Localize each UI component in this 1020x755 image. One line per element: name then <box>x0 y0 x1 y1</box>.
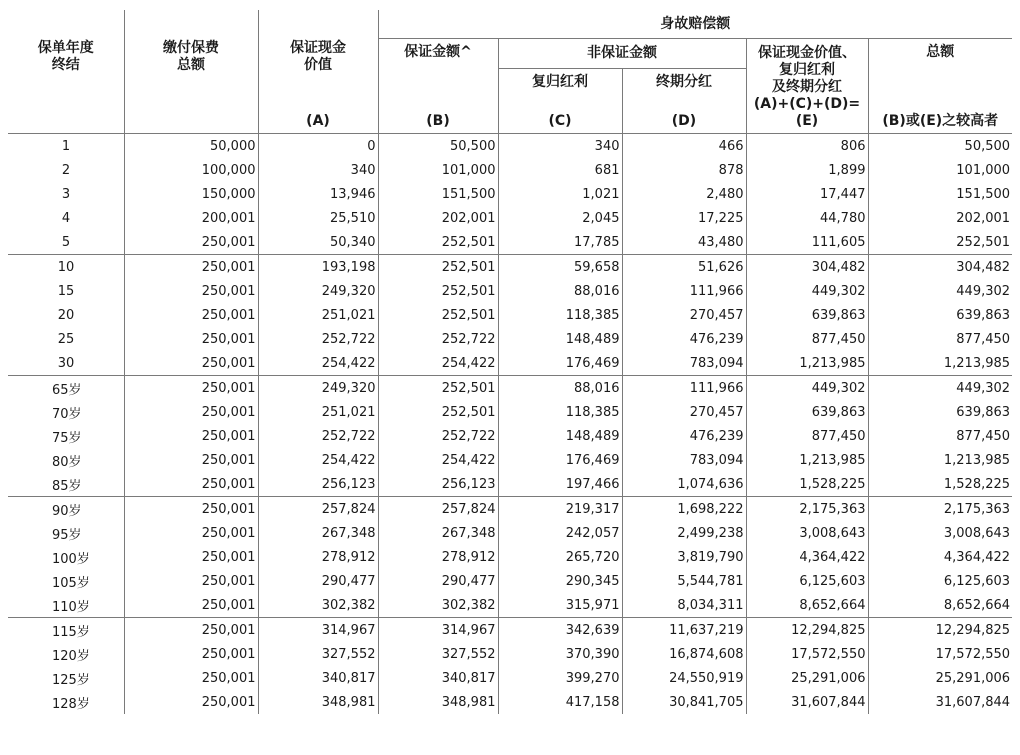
cell-policy-year <box>8 134 124 159</box>
cell-guaranteed-amount: 252,722 <box>378 327 498 351</box>
benefit-illustration-table <box>8 10 1012 714</box>
cell-guaranteed-amount: 257,824 <box>378 497 498 522</box>
cell-gcv-rb-td: 4,364,422 <box>746 545 868 569</box>
cell-policy-year <box>8 642 124 666</box>
policy-year-label: 115岁 <box>52 624 90 640</box>
cell-total-premium: 250,001 <box>124 376 258 401</box>
header-guaranteed-amount: 保证金额^ <box>378 39 498 97</box>
table-row <box>8 255 1012 280</box>
cell-total-premium: 250,001 <box>124 424 258 448</box>
cell-policy-year <box>8 569 124 593</box>
cell-guaranteed-amount: 254,422 <box>378 351 498 376</box>
cell-reversionary-bonus: 370,390 <box>498 642 622 666</box>
cell-total-premium: 250,001 <box>124 255 258 280</box>
cell-reversionary-bonus: 176,469 <box>498 448 622 472</box>
cell-total: 304,482 <box>868 255 1012 280</box>
header-letter-c: (C) <box>498 96 622 134</box>
cell-total-premium: 150,000 <box>124 182 258 206</box>
cell-total: 17,572,550 <box>868 642 1012 666</box>
cell-guaranteed-amount: 340,817 <box>378 666 498 690</box>
cell-guaranteed-amount: 252,501 <box>378 400 498 424</box>
cell-gcv-rb-td: 639,863 <box>746 303 868 327</box>
cell-terminal-dividend: 11,637,219 <box>622 618 746 643</box>
cell-reversionary-bonus: 148,489 <box>498 424 622 448</box>
cell-guaranteed-amount: 252,722 <box>378 424 498 448</box>
cell-guaranteed-amount: 252,501 <box>378 279 498 303</box>
cell-total-premium: 250,001 <box>124 279 258 303</box>
cell-policy-year <box>8 206 124 230</box>
cell-terminal-dividend: 24,550,919 <box>622 666 746 690</box>
cell-total-premium: 250,001 <box>124 351 258 376</box>
cell-gcv-rb-td: 304,482 <box>746 255 868 280</box>
cell-terminal-dividend: 111,966 <box>622 279 746 303</box>
cell-total: 1,213,985 <box>868 351 1012 376</box>
cell-guaranteed-amount: 202,001 <box>378 206 498 230</box>
cell-gcv-rb-td: 877,450 <box>746 327 868 351</box>
cell-total: 449,302 <box>868 279 1012 303</box>
policy-year-label: 25 <box>57 331 75 347</box>
table-body <box>8 134 1012 715</box>
cell-gcv-rb-td: 17,572,550 <box>746 642 868 666</box>
cell-terminal-dividend: 783,094 <box>622 448 746 472</box>
table-row <box>8 521 1012 545</box>
header-terminal-dividend: 终期分红 <box>622 69 746 96</box>
policy-year-label: 2 <box>61 162 71 178</box>
cell-terminal-dividend: 5,544,781 <box>622 569 746 593</box>
cell-total-premium: 250,001 <box>124 593 258 618</box>
cell-reversionary-bonus: 88,016 <box>498 279 622 303</box>
header-gcv-rb-td: 保证现金价值、 复归红利 及终期分红 <box>746 39 868 97</box>
cell-guaranteed-cash-value: 251,021 <box>258 303 378 327</box>
cell-terminal-dividend: 111,966 <box>622 376 746 401</box>
cell-policy-year <box>8 182 124 206</box>
cell-reversionary-bonus: 2,045 <box>498 206 622 230</box>
cell-guaranteed-amount: 314,967 <box>378 618 498 643</box>
header-reversionary-bonus: 复归红利 <box>498 69 622 96</box>
cell-reversionary-bonus: 88,016 <box>498 376 622 401</box>
policy-year-label: 110岁 <box>52 599 90 615</box>
cell-policy-year <box>8 400 124 424</box>
cell-total: 4,364,422 <box>868 545 1012 569</box>
cell-guaranteed-amount: 256,123 <box>378 472 498 497</box>
cell-total-premium: 250,001 <box>124 666 258 690</box>
table-row <box>8 158 1012 182</box>
cell-gcv-rb-td: 8,652,664 <box>746 593 868 618</box>
cell-total: 3,008,643 <box>868 521 1012 545</box>
cell-reversionary-bonus: 118,385 <box>498 303 622 327</box>
cell-terminal-dividend: 51,626 <box>622 255 746 280</box>
cell-terminal-dividend: 8,034,311 <box>622 593 746 618</box>
cell-reversionary-bonus: 315,971 <box>498 593 622 618</box>
cell-total-premium: 250,001 <box>124 448 258 472</box>
cell-reversionary-bonus: 148,489 <box>498 327 622 351</box>
cell-terminal-dividend: 783,094 <box>622 351 746 376</box>
table-row <box>8 593 1012 618</box>
policy-year-label: 70岁 <box>52 406 82 422</box>
cell-total: 877,450 <box>868 327 1012 351</box>
cell-gcv-rb-td: 17,447 <box>746 182 868 206</box>
cell-guaranteed-cash-value: 0 <box>258 134 378 159</box>
cell-policy-year <box>8 593 124 618</box>
cell-total: 1,528,225 <box>868 472 1012 497</box>
table-row <box>8 230 1012 255</box>
cell-guaranteed-amount: 327,552 <box>378 642 498 666</box>
cell-guaranteed-cash-value: 50,340 <box>258 230 378 255</box>
table-row <box>8 497 1012 522</box>
cell-guaranteed-amount: 151,500 <box>378 182 498 206</box>
cell-guaranteed-amount: 267,348 <box>378 521 498 545</box>
cell-reversionary-bonus: 176,469 <box>498 351 622 376</box>
cell-guaranteed-amount: 290,477 <box>378 569 498 593</box>
cell-terminal-dividend: 2,480 <box>622 182 746 206</box>
cell-policy-year <box>8 545 124 569</box>
table-row <box>8 569 1012 593</box>
cell-total: 25,291,006 <box>868 666 1012 690</box>
cell-reversionary-bonus: 219,317 <box>498 497 622 522</box>
cell-gcv-rb-td: 806 <box>746 134 868 159</box>
header-letter-d: (D) <box>622 96 746 134</box>
cell-gcv-rb-td: 877,450 <box>746 424 868 448</box>
table-row <box>8 472 1012 497</box>
policy-year-label: 4 <box>61 210 71 226</box>
cell-total: 1,213,985 <box>868 448 1012 472</box>
cell-gcv-rb-td: 44,780 <box>746 206 868 230</box>
cell-policy-year <box>8 351 124 376</box>
cell-guaranteed-cash-value: 252,722 <box>258 327 378 351</box>
cell-reversionary-bonus: 399,270 <box>498 666 622 690</box>
cell-total-premium: 250,001 <box>124 690 258 714</box>
policy-year-label: 125岁 <box>52 672 90 688</box>
table-header <box>8 10 1012 134</box>
cell-total-premium: 250,001 <box>124 642 258 666</box>
table-row <box>8 376 1012 401</box>
cell-policy-year <box>8 158 124 182</box>
header-letter-total: (B)或(E)之较高者 <box>868 96 1012 134</box>
cell-policy-year <box>8 690 124 714</box>
header-letter-a: (A) <box>258 96 378 134</box>
cell-guaranteed-amount: 302,382 <box>378 593 498 618</box>
cell-total: 639,863 <box>868 400 1012 424</box>
cell-total-premium: 250,001 <box>124 521 258 545</box>
cell-policy-year <box>8 279 124 303</box>
cell-guaranteed-cash-value: 254,422 <box>258 448 378 472</box>
cell-guaranteed-amount: 348,981 <box>378 690 498 714</box>
cell-total-premium: 250,001 <box>124 400 258 424</box>
cell-total: 101,000 <box>868 158 1012 182</box>
policy-year-label: 10 <box>57 259 75 275</box>
cell-guaranteed-amount: 252,501 <box>378 255 498 280</box>
policy-year-label: 85岁 <box>52 478 82 494</box>
policy-year-label: 5 <box>61 234 71 250</box>
table-row <box>8 690 1012 714</box>
cell-policy-year <box>8 666 124 690</box>
policy-year-label: 15 <box>57 283 75 299</box>
table-row <box>8 666 1012 690</box>
cell-guaranteed-amount: 252,501 <box>378 303 498 327</box>
cell-guaranteed-amount: 252,501 <box>378 230 498 255</box>
cell-policy-year <box>8 521 124 545</box>
table-row <box>8 327 1012 351</box>
cell-gcv-rb-td: 25,291,006 <box>746 666 868 690</box>
cell-guaranteed-amount: 278,912 <box>378 545 498 569</box>
cell-guaranteed-cash-value: 249,320 <box>258 376 378 401</box>
cell-terminal-dividend: 1,074,636 <box>622 472 746 497</box>
cell-gcv-rb-td: 1,528,225 <box>746 472 868 497</box>
cell-guaranteed-cash-value: 257,824 <box>258 497 378 522</box>
cell-guaranteed-cash-value: 249,320 <box>258 279 378 303</box>
cell-guaranteed-cash-value: 193,198 <box>258 255 378 280</box>
cell-guaranteed-cash-value: 340,817 <box>258 666 378 690</box>
cell-policy-year <box>8 255 124 280</box>
cell-reversionary-bonus: 118,385 <box>498 400 622 424</box>
cell-terminal-dividend: 270,457 <box>622 303 746 327</box>
cell-total-premium: 250,001 <box>124 497 258 522</box>
table-row <box>8 448 1012 472</box>
cell-total-premium: 100,000 <box>124 158 258 182</box>
cell-gcv-rb-td: 3,008,643 <box>746 521 868 545</box>
cell-total: 449,302 <box>868 376 1012 401</box>
table-row <box>8 400 1012 424</box>
cell-guaranteed-cash-value: 327,552 <box>258 642 378 666</box>
header-total: 总额 <box>868 39 1012 97</box>
header-letter-e: (A)+(C)+(D)=(E) <box>746 96 868 134</box>
table-row <box>8 206 1012 230</box>
cell-reversionary-bonus: 265,720 <box>498 545 622 569</box>
cell-gcv-rb-td: 449,302 <box>746 376 868 401</box>
table-row <box>8 545 1012 569</box>
cell-policy-year <box>8 497 124 522</box>
table-row <box>8 424 1012 448</box>
cell-guaranteed-cash-value: 278,912 <box>258 545 378 569</box>
header-policy-year: 保单年度 终结 <box>8 10 124 96</box>
cell-total-premium: 250,001 <box>124 230 258 255</box>
cell-reversionary-bonus: 242,057 <box>498 521 622 545</box>
cell-total: 877,450 <box>868 424 1012 448</box>
cell-total: 31,607,844 <box>868 690 1012 714</box>
cell-gcv-rb-td: 1,213,985 <box>746 351 868 376</box>
cell-terminal-dividend: 3,819,790 <box>622 545 746 569</box>
cell-terminal-dividend: 476,239 <box>622 424 746 448</box>
cell-reversionary-bonus: 1,021 <box>498 182 622 206</box>
cell-reversionary-bonus: 17,785 <box>498 230 622 255</box>
cell-policy-year <box>8 618 124 643</box>
cell-total: 2,175,363 <box>868 497 1012 522</box>
policy-year-label: 1 <box>61 138 71 154</box>
cell-terminal-dividend: 16,874,608 <box>622 642 746 666</box>
cell-reversionary-bonus: 681 <box>498 158 622 182</box>
policy-year-label: 128岁 <box>52 696 90 712</box>
table-row <box>8 618 1012 643</box>
header-total-premium: 缴付保费 总额 <box>124 10 258 96</box>
cell-terminal-dividend: 17,225 <box>622 206 746 230</box>
cell-total-premium: 250,001 <box>124 303 258 327</box>
cell-policy-year <box>8 303 124 327</box>
cell-reversionary-bonus: 342,639 <box>498 618 622 643</box>
cell-gcv-rb-td: 111,605 <box>746 230 868 255</box>
cell-terminal-dividend: 2,499,238 <box>622 521 746 545</box>
policy-year-label: 90岁 <box>52 503 82 519</box>
cell-terminal-dividend: 466 <box>622 134 746 159</box>
cell-total-premium: 200,001 <box>124 206 258 230</box>
cell-total: 6,125,603 <box>868 569 1012 593</box>
cell-gcv-rb-td: 6,125,603 <box>746 569 868 593</box>
cell-total: 8,652,664 <box>868 593 1012 618</box>
cell-guaranteed-cash-value: 290,477 <box>258 569 378 593</box>
cell-total: 639,863 <box>868 303 1012 327</box>
cell-guaranteed-cash-value: 251,021 <box>258 400 378 424</box>
policy-year-label: 105岁 <box>52 575 90 591</box>
cell-total-premium: 250,001 <box>124 569 258 593</box>
cell-guaranteed-cash-value: 302,382 <box>258 593 378 618</box>
table-row <box>8 182 1012 206</box>
policy-year-label: 3 <box>61 186 71 202</box>
cell-terminal-dividend: 1,698,222 <box>622 497 746 522</box>
policy-year-label: 80岁 <box>52 454 82 470</box>
cell-total: 12,294,825 <box>868 618 1012 643</box>
cell-policy-year <box>8 472 124 497</box>
policy-year-label: 20 <box>57 307 75 323</box>
cell-total: 252,501 <box>868 230 1012 255</box>
header-blank-year <box>8 96 124 134</box>
cell-terminal-dividend: 43,480 <box>622 230 746 255</box>
cell-guaranteed-cash-value: 252,722 <box>258 424 378 448</box>
cell-gcv-rb-td: 2,175,363 <box>746 497 868 522</box>
cell-guaranteed-amount: 101,000 <box>378 158 498 182</box>
policy-year-label: 100岁 <box>52 551 90 567</box>
cell-total: 50,500 <box>868 134 1012 159</box>
policy-year-label: 75岁 <box>52 430 82 446</box>
header-guaranteed-cash-value: 保证现金 价值 <box>258 10 378 96</box>
table-row <box>8 642 1012 666</box>
cell-guaranteed-amount: 254,422 <box>378 448 498 472</box>
cell-reversionary-bonus: 340 <box>498 134 622 159</box>
cell-guaranteed-cash-value: 25,510 <box>258 206 378 230</box>
cell-policy-year <box>8 448 124 472</box>
cell-reversionary-bonus: 290,345 <box>498 569 622 593</box>
policy-year-label: 120岁 <box>52 648 90 664</box>
cell-guaranteed-cash-value: 314,967 <box>258 618 378 643</box>
cell-total-premium: 50,000 <box>124 134 258 159</box>
policy-year-label: 30 <box>57 355 75 371</box>
cell-gcv-rb-td: 1,899 <box>746 158 868 182</box>
cell-guaranteed-cash-value: 256,123 <box>258 472 378 497</box>
cell-total-premium: 250,001 <box>124 472 258 497</box>
cell-guaranteed-cash-value: 254,422 <box>258 351 378 376</box>
cell-gcv-rb-td: 12,294,825 <box>746 618 868 643</box>
cell-reversionary-bonus: 59,658 <box>498 255 622 280</box>
cell-total: 151,500 <box>868 182 1012 206</box>
table-row <box>8 303 1012 327</box>
cell-gcv-rb-td: 449,302 <box>746 279 868 303</box>
cell-policy-year <box>8 327 124 351</box>
cell-policy-year <box>8 376 124 401</box>
cell-total-premium: 250,001 <box>124 327 258 351</box>
cell-guaranteed-cash-value: 267,348 <box>258 521 378 545</box>
cell-terminal-dividend: 270,457 <box>622 400 746 424</box>
cell-terminal-dividend: 476,239 <box>622 327 746 351</box>
header-letter-b: (B) <box>378 96 498 134</box>
cell-gcv-rb-td: 639,863 <box>746 400 868 424</box>
cell-terminal-dividend: 878 <box>622 158 746 182</box>
cell-guaranteed-cash-value: 348,981 <box>258 690 378 714</box>
cell-guaranteed-cash-value: 13,946 <box>258 182 378 206</box>
header-death-benefit: 身故赔偿额 <box>378 10 1012 39</box>
cell-gcv-rb-td: 31,607,844 <box>746 690 868 714</box>
cell-policy-year <box>8 424 124 448</box>
table-row <box>8 351 1012 376</box>
cell-terminal-dividend: 30,841,705 <box>622 690 746 714</box>
header-blank-premium <box>124 96 258 134</box>
table-row <box>8 279 1012 303</box>
cell-guaranteed-cash-value: 340 <box>258 158 378 182</box>
policy-year-label: 65岁 <box>52 382 82 398</box>
cell-reversionary-bonus: 197,466 <box>498 472 622 497</box>
cell-guaranteed-amount: 50,500 <box>378 134 498 159</box>
cell-total-premium: 250,001 <box>124 618 258 643</box>
table-row <box>8 134 1012 159</box>
policy-year-label: 95岁 <box>52 527 82 543</box>
cell-policy-year <box>8 230 124 255</box>
cell-total-premium: 250,001 <box>124 545 258 569</box>
header-non-guaranteed-amount: 非保证金额 <box>498 39 746 69</box>
cell-reversionary-bonus: 417,158 <box>498 690 622 714</box>
cell-guaranteed-amount: 252,501 <box>378 376 498 401</box>
cell-gcv-rb-td: 1,213,985 <box>746 448 868 472</box>
cell-total: 202,001 <box>868 206 1012 230</box>
